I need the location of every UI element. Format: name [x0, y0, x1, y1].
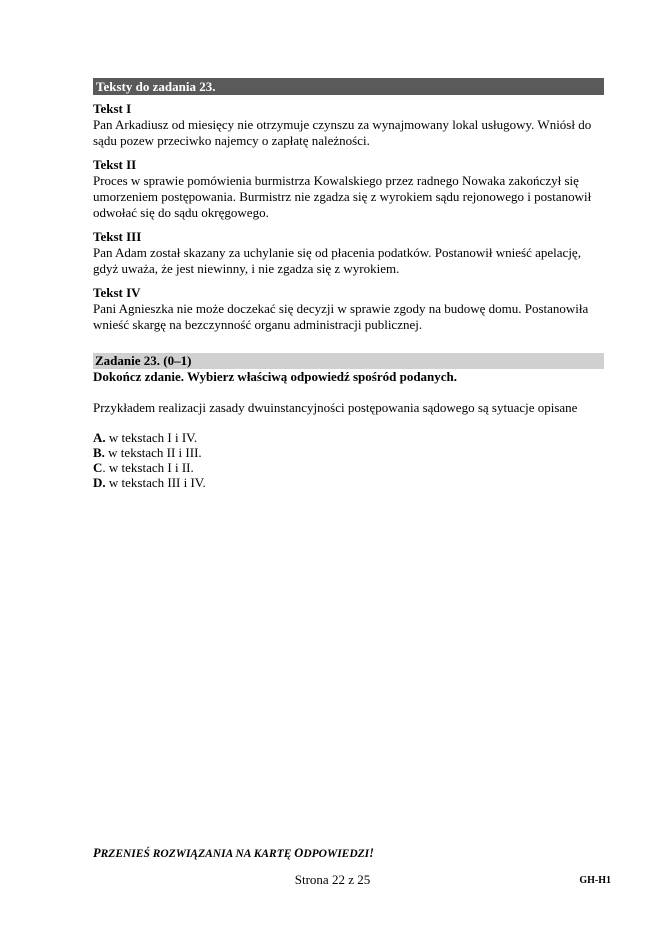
text-body: Proces w sprawie pomówienia burmistrza Kowalskiego przez radnego Nowaka zakończył się umorzeniem postępowania. Burmistrz nie zgadza się z wyrokiem sądu rejonowego i postanowił odwołać się do sądu okręgowego.	[93, 173, 592, 220]
option-letter: C	[93, 460, 103, 475]
text-title: Tekst IV	[93, 285, 141, 300]
answer-option-c[interactable]	[93, 460, 604, 475]
page-number: Strona 22 z 25	[294, 872, 371, 887]
option-text: w tekstach II i III.	[108, 445, 202, 460]
exam-page	[93, 78, 604, 490]
option-letter: D.	[93, 475, 106, 490]
option-letter: A.	[93, 430, 106, 445]
text-body: Pan Adam został skazany za uchylanie się od płacenia podatków. Postanowił wnieść apelację, gdyż uważa, że jest niewinny, i nie zgadza się z wyrokiem.	[93, 245, 581, 276]
text-block-4	[93, 285, 604, 333]
answer-option-d[interactable]	[93, 475, 604, 490]
exam-code: GH-H1	[579, 875, 611, 886]
answer-option-a[interactable]	[93, 430, 604, 445]
answer-option-b[interactable]	[93, 445, 604, 460]
option-text: . w tekstach I i II.	[102, 460, 194, 475]
text-title: Tekst II	[93, 157, 137, 172]
text-body: Pani Agnieszka nie może doczekać się decyzji w sprawie zgody na budowę domu. Postanowiła wnieść skargę na bezczynność organu administracji publicznej.	[93, 301, 589, 332]
text-title: Tekst I	[93, 101, 132, 116]
text-block-3	[93, 229, 604, 277]
text-block-1	[93, 101, 604, 149]
task-stem: Przykładem realizacji zasady dwuinstancyjności postępowania sądowego są sytuacje opisane	[93, 400, 578, 415]
option-letter: B.	[93, 445, 105, 460]
task-instruction: Dokończ zdanie. Wybierz właściwą odpowiedź spośród podanych.	[93, 369, 458, 384]
answer-options	[93, 430, 604, 490]
text-body: Pan Arkadiusz od miesięcy nie otrzymuje czynszu za wynajmowany lokal usługowy. Wniósł do sądu pozew przeciwko najemcy o zapłatę należności.	[93, 117, 592, 148]
text-block-2	[93, 157, 604, 221]
text-title: Tekst III	[93, 229, 142, 244]
section-header: Teksty do zadania 23.	[93, 78, 604, 95]
task-header: Zadanie 23. (0–1)	[93, 353, 604, 369]
transfer-answers-note: PRZENIEŚ ROZWIĄZANIA NA KARTĘ ODPOWIEDZI!	[93, 846, 375, 860]
option-text: w tekstach I i IV.	[108, 430, 198, 445]
option-text: w tekstach III i IV.	[108, 475, 206, 490]
